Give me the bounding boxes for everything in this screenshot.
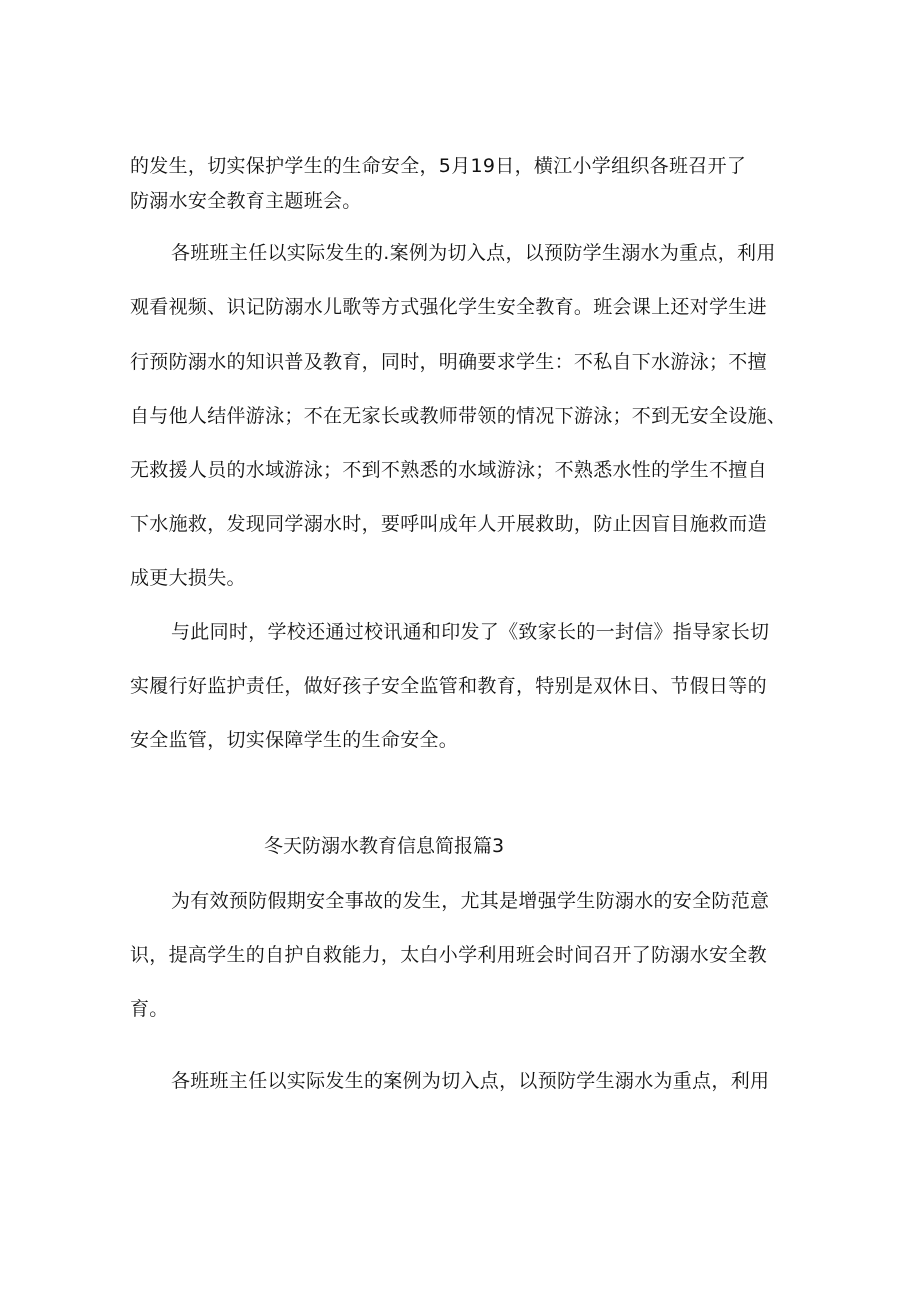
paragraph-first-line: 为有效预防假期安全事故的发生，尤其是增强学生防溺水的安全防范意	[171, 890, 770, 912]
text-line: 行预防溺水的知识普及教育，同时，明确要求学生：不私自下水游泳；不擅	[130, 351, 767, 373]
text-line: 自与他人结伴游泳；不在无家长或教师带领的情况下游泳；不到无安全设施、	[130, 405, 787, 427]
paragraph-first-line: 各班班主任以实际发生的案例为切入点，以预防学生溺水为重点，利用	[171, 1070, 770, 1092]
text-line: 育。	[130, 998, 169, 1020]
text-line: 实履行好监护责任，做好孩子安全监管和教育，特别是双休日、节假日等的	[130, 675, 767, 697]
paragraph-first-line: 与此同时，学校还通过校讯通和印发了《致家长的一封信》指导家长切	[171, 621, 770, 643]
text-line: 的发生，切实保护学生的生命安全，5月19日，横江小学组织各班召开了	[130, 155, 747, 177]
text-line: 下水施救，发现同学溺水时，要呼叫成年人开展救助，防止因盲目施救而造	[130, 513, 767, 535]
text-line: 成更大损失。	[130, 567, 246, 589]
text-line: 安全监管，切实保障学生的生命安全。	[130, 729, 459, 751]
text-line: 防溺水安全教育主题班会。	[130, 190, 362, 212]
paragraph-first-line: 各班班主任以实际发生的.案例为切入点，以预防学生溺水为重点，利用	[171, 242, 776, 264]
section-heading: 冬天防溺水教育信息简报篇3	[264, 835, 505, 857]
text-line: 识，提高学生的自护自救能力，太白小学利用班会时间召开了防溺水安全教	[130, 944, 767, 966]
text-line: 无救援人员的水域游泳；不到不熟悉的水域游泳；不熟悉水性的学生不擅自	[130, 459, 767, 481]
text-line: 观看视频、识记防溺水儿歌等方式强化学生安全教育。班会课上还对学生进	[130, 296, 767, 318]
